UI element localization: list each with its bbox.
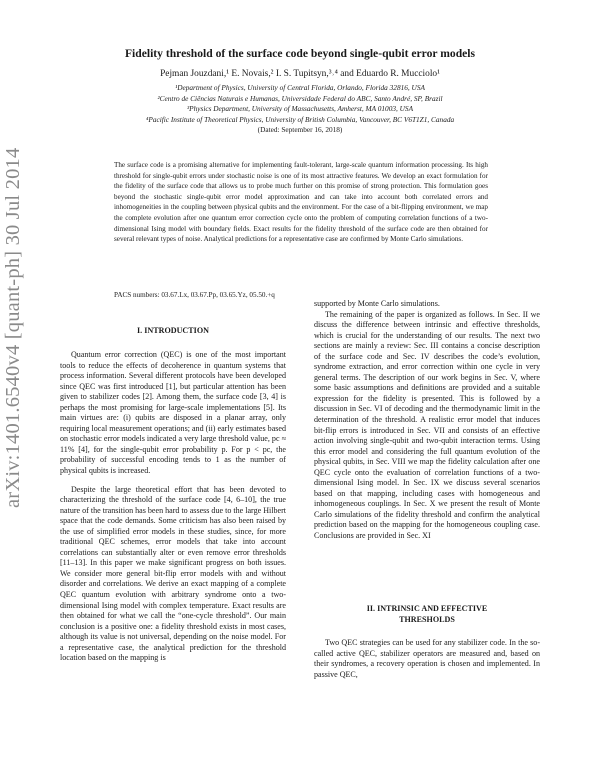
arxiv-identifier: arXiv:1401.6540v4 [quant-ph] 30 Jul 2014 (2, 147, 24, 508)
intro-paragraph-1: Quantum error correction (QEC) is one of the most important tools to reduce the effects of decoherence in quantum systems that process information. Several different protocols have been developed since QEC was first introduced [1], but particular attention has been given to stabilizer codes [2]. Among them, the surface code [3, 4] is perhaps the most promising for large-scale implementations [5]. Its main virtues are: (i) qubits are disposed in a planar array, only requiring local measurement operations; and (ii) early estimates based on stochastic error models indicated a very large threshold value, pc ≈ 11% [4], for the single-qubit error probability p. For p < pc, the probability of successful encoding tends to 1 as the number of physical qubits is increased. (60, 350, 286, 476)
section-2-heading-line-2: THRESHOLDS (399, 614, 455, 624)
left-column (60, 350, 286, 664)
section-2-paragraph: Two QEC strategies can be used for any stabilizer code. In the so-called active QEC, stabilizer operators are measured and, based on their syndromes, a recovery operation is chosen and implemented. In passive QEC, (314, 638, 540, 679)
right-column (314, 299, 540, 542)
section-1-heading: I. INTRODUCTION (137, 326, 209, 335)
paper-title: Fidelity threshold of the surface code beyond single-qubit error models (124, 47, 476, 60)
section-2-heading (314, 604, 540, 625)
section-2-body (314, 638, 540, 680)
affiliation-1: ¹Department of Physics, University of Central Florida, Orlando, Florida 32816, USA (175, 83, 425, 92)
outline-paragraph: The remaining of the paper is organized as follows. In Sec. II we discuss the difference between intrinsic and effective thresholds, which is crucial for the understanding of our results. The next two sections are mainly a review: Sec. III contains a concise description of the surface code and Sec. IV describes the code’s evolution, syndrome extraction, and error correction within one cycle in very general terms. The description of our work begins in Sec. V, where some basic assumptions and definitions are provided and a suitable expression for the fidelity is presented. This is followed by a discussion in Sec. VI of decoding and the thermodynamic limit in the determination of the threshold. A realistic error model that induces bit-flip errors is introduced in Sec. VII and consists of an effective action involving single-qubit and two-qubit interaction terms. Using this error model and considering the full quantum evolution of the physical qubits, in Sec. VIII we map the fidelity calculation after one QEC cycle onto the evaluation of correlation functions of a two-dimensional Ising model. In Sec. IX we discuss several scenarios based on that mapping, including cases with homogeneous and inhomogeneous couplings. In Sec. X we present the result of Monte Carlo simulations of the fidelity threshold and confirm the analytical prediction based on the mapping for the homogeneous coupling case. Conclusions are provided in Sec. XI (314, 309, 540, 541)
author-list: Pejman Jouzdani,¹ E. Novais,² I. S. Tupitsyn,³˒⁴ and Eduardo R. Mucciolo¹ (160, 69, 440, 79)
affiliations (60, 83, 540, 136)
affiliation-2: ²Centro de Ciências Naturais e Humanas, Universidade Federal do ABC, Santo André, SP, Brazil (157, 93, 443, 103)
affiliation-3: ³Physics Department, University of Massachusetts, Amherst, MA 01003, USA (186, 104, 414, 114)
section-2-heading-line-1: II. INTRINSIC AND EFFECTIVE (366, 604, 488, 613)
intro-paragraph-2: Despite the large theoretical effort that has been devoted to characterizing the threshold of the surface code [4, 6–10], the true nature of the transition has been hard to assess due to the large Hilbert space that the code demands. Some criticism has also been raised by the use of simplified error models in these studies, since, for more traditional QEC schemes, error models that take into account correlations can substantially alter or even remove error thresholds [11–13]. In this paper we make significant progress on both issues. We consider more general bit-flip error models with and without disorder and correlations. We derive an exact mapping of a complete QEC quantum evolution with arbitrary syndrome onto a two-dimensional Ising model with complex temperature. Exact results are then obtained for what we call the “one-cycle threshold”. Our main conclusion is a positive one: a fidelity threshold exists in most cases, although its value is not universal, depending on the noise model. For a representative case, the analytical prediction for the threshold location based on the mapping is (60, 484, 286, 663)
pacs-numbers: PACS numbers: 03.67.Lx, 03.67.Pp, 03.65.Yz, 05.50.+q (114, 291, 275, 299)
intro-continuation: supported by Monte Carlo simulations. (314, 299, 440, 308)
abstract: The surface code is a promising alternative for implementing fault-tolerant, large-scale quantum information processing. Its high threshold for single-qubit errors under stochastic noise is one of its most attractive features. We develop an exact formulation for the fidelity of the surface code that allows us to probe much further on this promise of strong protection. This formulation goes beyond the stochastic single-qubit error model approximation and can take into account both correlated errors and inhomogeneities in the coupling between physical qubits and the environment. For the case of a bit-flipping environment, we map the complete evolution after one quantum error correction cycle onto the problem of computing correlation functions of a two-dimensional Ising model with boundary fields. Exact results for the fidelity threshold of the surface code are then obtained for several relevant types of noise. Analytical predictions for a representative case are confirmed by Monte Carlo simulations. (114, 161, 488, 244)
date-line: (Dated: September 16, 2018) (257, 125, 343, 135)
affiliation-4: ⁴Pacific Institute of Theoretical Physics, University of British Columbia, Vancouver, BC V6T1Z1, Canada (145, 114, 455, 124)
